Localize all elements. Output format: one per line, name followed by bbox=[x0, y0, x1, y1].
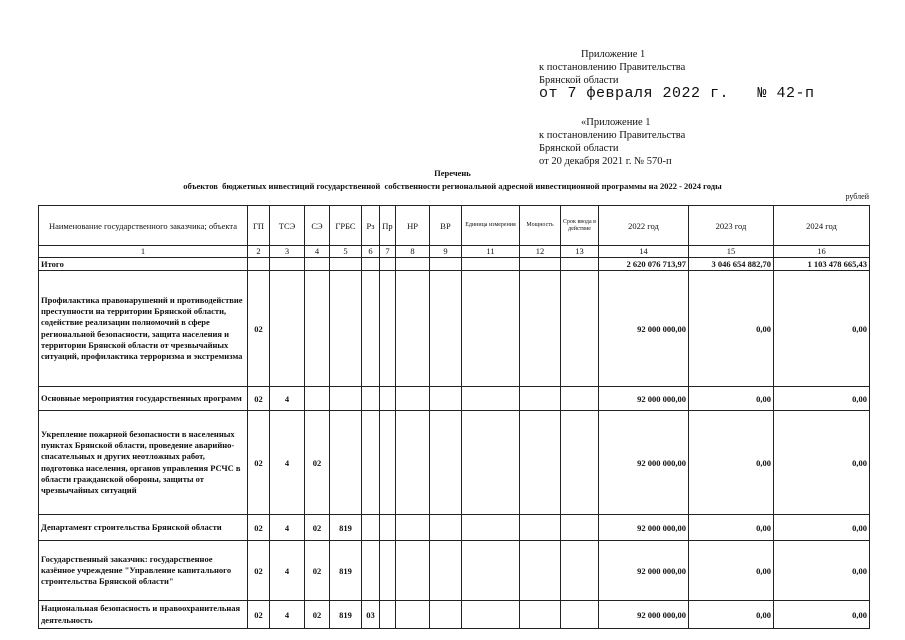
col-num: 16 bbox=[774, 246, 870, 258]
table-row bbox=[39, 387, 870, 411]
col-num: 14 bbox=[599, 246, 689, 258]
row-name: Государственный заказчик: государственное казённое учреждение "Управление капитального строительства Брянской области" bbox=[39, 541, 248, 601]
row-pr bbox=[380, 515, 396, 541]
row-tse: 4 bbox=[270, 541, 305, 601]
row-se bbox=[305, 271, 330, 387]
col-num: 9 bbox=[430, 246, 462, 258]
row-se: 02 bbox=[305, 541, 330, 601]
appendix-old-header bbox=[539, 116, 685, 168]
row-2022: 92 000 000,00 bbox=[599, 601, 689, 629]
row-grbs: 819 bbox=[330, 515, 362, 541]
row-name: Департамент строительства Брянской области bbox=[39, 515, 248, 541]
row-2024: 0,00 bbox=[774, 541, 870, 601]
appendix-new-line3: Брянской области bbox=[539, 75, 619, 86]
col-num: 15 bbox=[689, 246, 774, 258]
row-pr bbox=[380, 387, 396, 411]
row-pr bbox=[380, 601, 396, 629]
col-num: 13 bbox=[561, 246, 599, 258]
column-number-row bbox=[39, 246, 870, 258]
appendix-old-line3: Брянской области bbox=[539, 143, 619, 154]
row-2023: 0,00 bbox=[689, 271, 774, 387]
row-2022: 92 000 000,00 bbox=[599, 411, 689, 515]
row-grbs: 819 bbox=[330, 541, 362, 601]
row-se: 02 bbox=[305, 601, 330, 629]
col-num: 3 bbox=[270, 246, 305, 258]
header-capacity: Мощность bbox=[520, 206, 561, 246]
row-grbs bbox=[330, 411, 362, 515]
row-gp: 02 bbox=[248, 601, 270, 629]
document-subtitle: объектов бюджетных инвестиций государственной собственности региональной адресной инвестиционной программы на 2022 - 2024 годы bbox=[183, 181, 722, 191]
appendix-old-line1: «Приложение 1 bbox=[581, 117, 651, 128]
col-num: 1 bbox=[39, 246, 248, 258]
row-2024: 0,00 bbox=[774, 387, 870, 411]
row-2022: 92 000 000,00 bbox=[599, 515, 689, 541]
table-row bbox=[39, 271, 870, 387]
header-unit: Единица измерения bbox=[462, 206, 520, 246]
row-2022: 92 000 000,00 bbox=[599, 271, 689, 387]
row-se: 02 bbox=[305, 411, 330, 515]
total-row bbox=[39, 258, 870, 271]
row-2024: 0,00 bbox=[774, 271, 870, 387]
header-2022: 2022 год bbox=[599, 206, 689, 246]
row-gp: 02 bbox=[248, 541, 270, 601]
row-grbs bbox=[330, 387, 362, 411]
table-row bbox=[39, 411, 870, 515]
row-tse: 4 bbox=[270, 411, 305, 515]
row-se: 02 bbox=[305, 515, 330, 541]
row-tse: 4 bbox=[270, 515, 305, 541]
row-2023: 0,00 bbox=[689, 601, 774, 629]
row-rz bbox=[362, 541, 380, 601]
row-2022: 92 000 000,00 bbox=[599, 541, 689, 601]
row-rz: 03 bbox=[362, 601, 380, 629]
row-2023: 0,00 bbox=[689, 411, 774, 515]
header-se: СЭ bbox=[305, 206, 330, 246]
col-num: 5 bbox=[330, 246, 362, 258]
row-gp: 02 bbox=[248, 387, 270, 411]
col-num: 6 bbox=[362, 246, 380, 258]
header-row bbox=[39, 206, 870, 246]
header-tse: ТСЭ bbox=[270, 206, 305, 246]
investment-table bbox=[38, 205, 870, 629]
appendix-old-date: от 20 декабря 2021 г. № 570-п bbox=[539, 156, 672, 167]
row-2022: 92 000 000,00 bbox=[599, 387, 689, 411]
row-gp: 02 bbox=[248, 515, 270, 541]
header-grbs: ГРБС bbox=[330, 206, 362, 246]
row-pr bbox=[380, 411, 396, 515]
header-nr: НР bbox=[396, 206, 430, 246]
row-2023: 0,00 bbox=[689, 541, 774, 601]
row-name: Национальная безопасность и правоохранительная деятельность bbox=[39, 601, 248, 629]
row-grbs bbox=[330, 271, 362, 387]
row-pr bbox=[380, 541, 396, 601]
table-row bbox=[39, 601, 870, 629]
row-gp: 02 bbox=[248, 271, 270, 387]
total-label: Итого bbox=[39, 258, 248, 271]
col-num: 11 bbox=[462, 246, 520, 258]
col-num: 2 bbox=[248, 246, 270, 258]
appendix-old-line2: к постановлению Правительства bbox=[539, 130, 686, 141]
row-name: Укрепление пожарной безопасности в населенных пунктах Брянской области, проведение аварийно-спасательных и других неотложных работ, подготовка населения, органов управления РСЧС в области гражданской обороны, защиты от чрезвычайных ситуаций bbox=[39, 411, 248, 515]
row-gp: 02 bbox=[248, 411, 270, 515]
row-rz bbox=[362, 515, 380, 541]
row-name: Профилактика правонарушений и противодействие преступности на территории Брянской области, содействие реализации полномочий в сфере региональной безопасности, защита населения и территории Брянской области от чрезвычайных ситуаций, профилактика терроризма и экстремизма bbox=[39, 271, 248, 387]
appendix-new-line1: Приложение 1 bbox=[581, 49, 646, 60]
col-num: 12 bbox=[520, 246, 561, 258]
header-rz: Рз bbox=[362, 206, 380, 246]
row-tse: 4 bbox=[270, 387, 305, 411]
total-2022: 2 620 076 713,97 bbox=[599, 258, 689, 271]
row-rz bbox=[362, 271, 380, 387]
appendix-new-header bbox=[539, 48, 815, 100]
total-2023: 3 046 654 882,70 bbox=[689, 258, 774, 271]
header-vr: ВР bbox=[430, 206, 462, 246]
appendix-new-line2: к постановлению Правительства bbox=[539, 62, 686, 73]
row-2023: 0,00 bbox=[689, 515, 774, 541]
row-tse: 4 bbox=[270, 601, 305, 629]
header-commissioning: Срок ввода в действие bbox=[561, 206, 599, 246]
table-row bbox=[39, 541, 870, 601]
row-rz bbox=[362, 411, 380, 515]
row-pr bbox=[380, 271, 396, 387]
table-row bbox=[39, 515, 870, 541]
currency-label: рублей bbox=[845, 192, 869, 201]
row-tse bbox=[270, 271, 305, 387]
col-num: 4 bbox=[305, 246, 330, 258]
header-name: Наименование государственного заказчика; объекта bbox=[39, 206, 248, 246]
row-grbs: 819 bbox=[330, 601, 362, 629]
row-2024: 0,00 bbox=[774, 411, 870, 515]
header-2023: 2023 год bbox=[689, 206, 774, 246]
col-num: 8 bbox=[396, 246, 430, 258]
total-2024: 1 103 478 665,43 bbox=[774, 258, 870, 271]
appendix-new-date: от 7 февраля 2022 г. № 42-п bbox=[539, 85, 815, 102]
col-num: 7 bbox=[380, 246, 396, 258]
row-se bbox=[305, 387, 330, 411]
header-pr: Пр bbox=[380, 206, 396, 246]
row-rz bbox=[362, 387, 380, 411]
header-2024: 2024 год bbox=[774, 206, 870, 246]
row-2023: 0,00 bbox=[689, 387, 774, 411]
header-gp: ГП bbox=[248, 206, 270, 246]
row-2024: 0,00 bbox=[774, 601, 870, 629]
document-title: Перечень bbox=[434, 168, 471, 178]
row-2024: 0,00 bbox=[774, 515, 870, 541]
row-name: Основные мероприятия государственных программ bbox=[39, 387, 248, 411]
